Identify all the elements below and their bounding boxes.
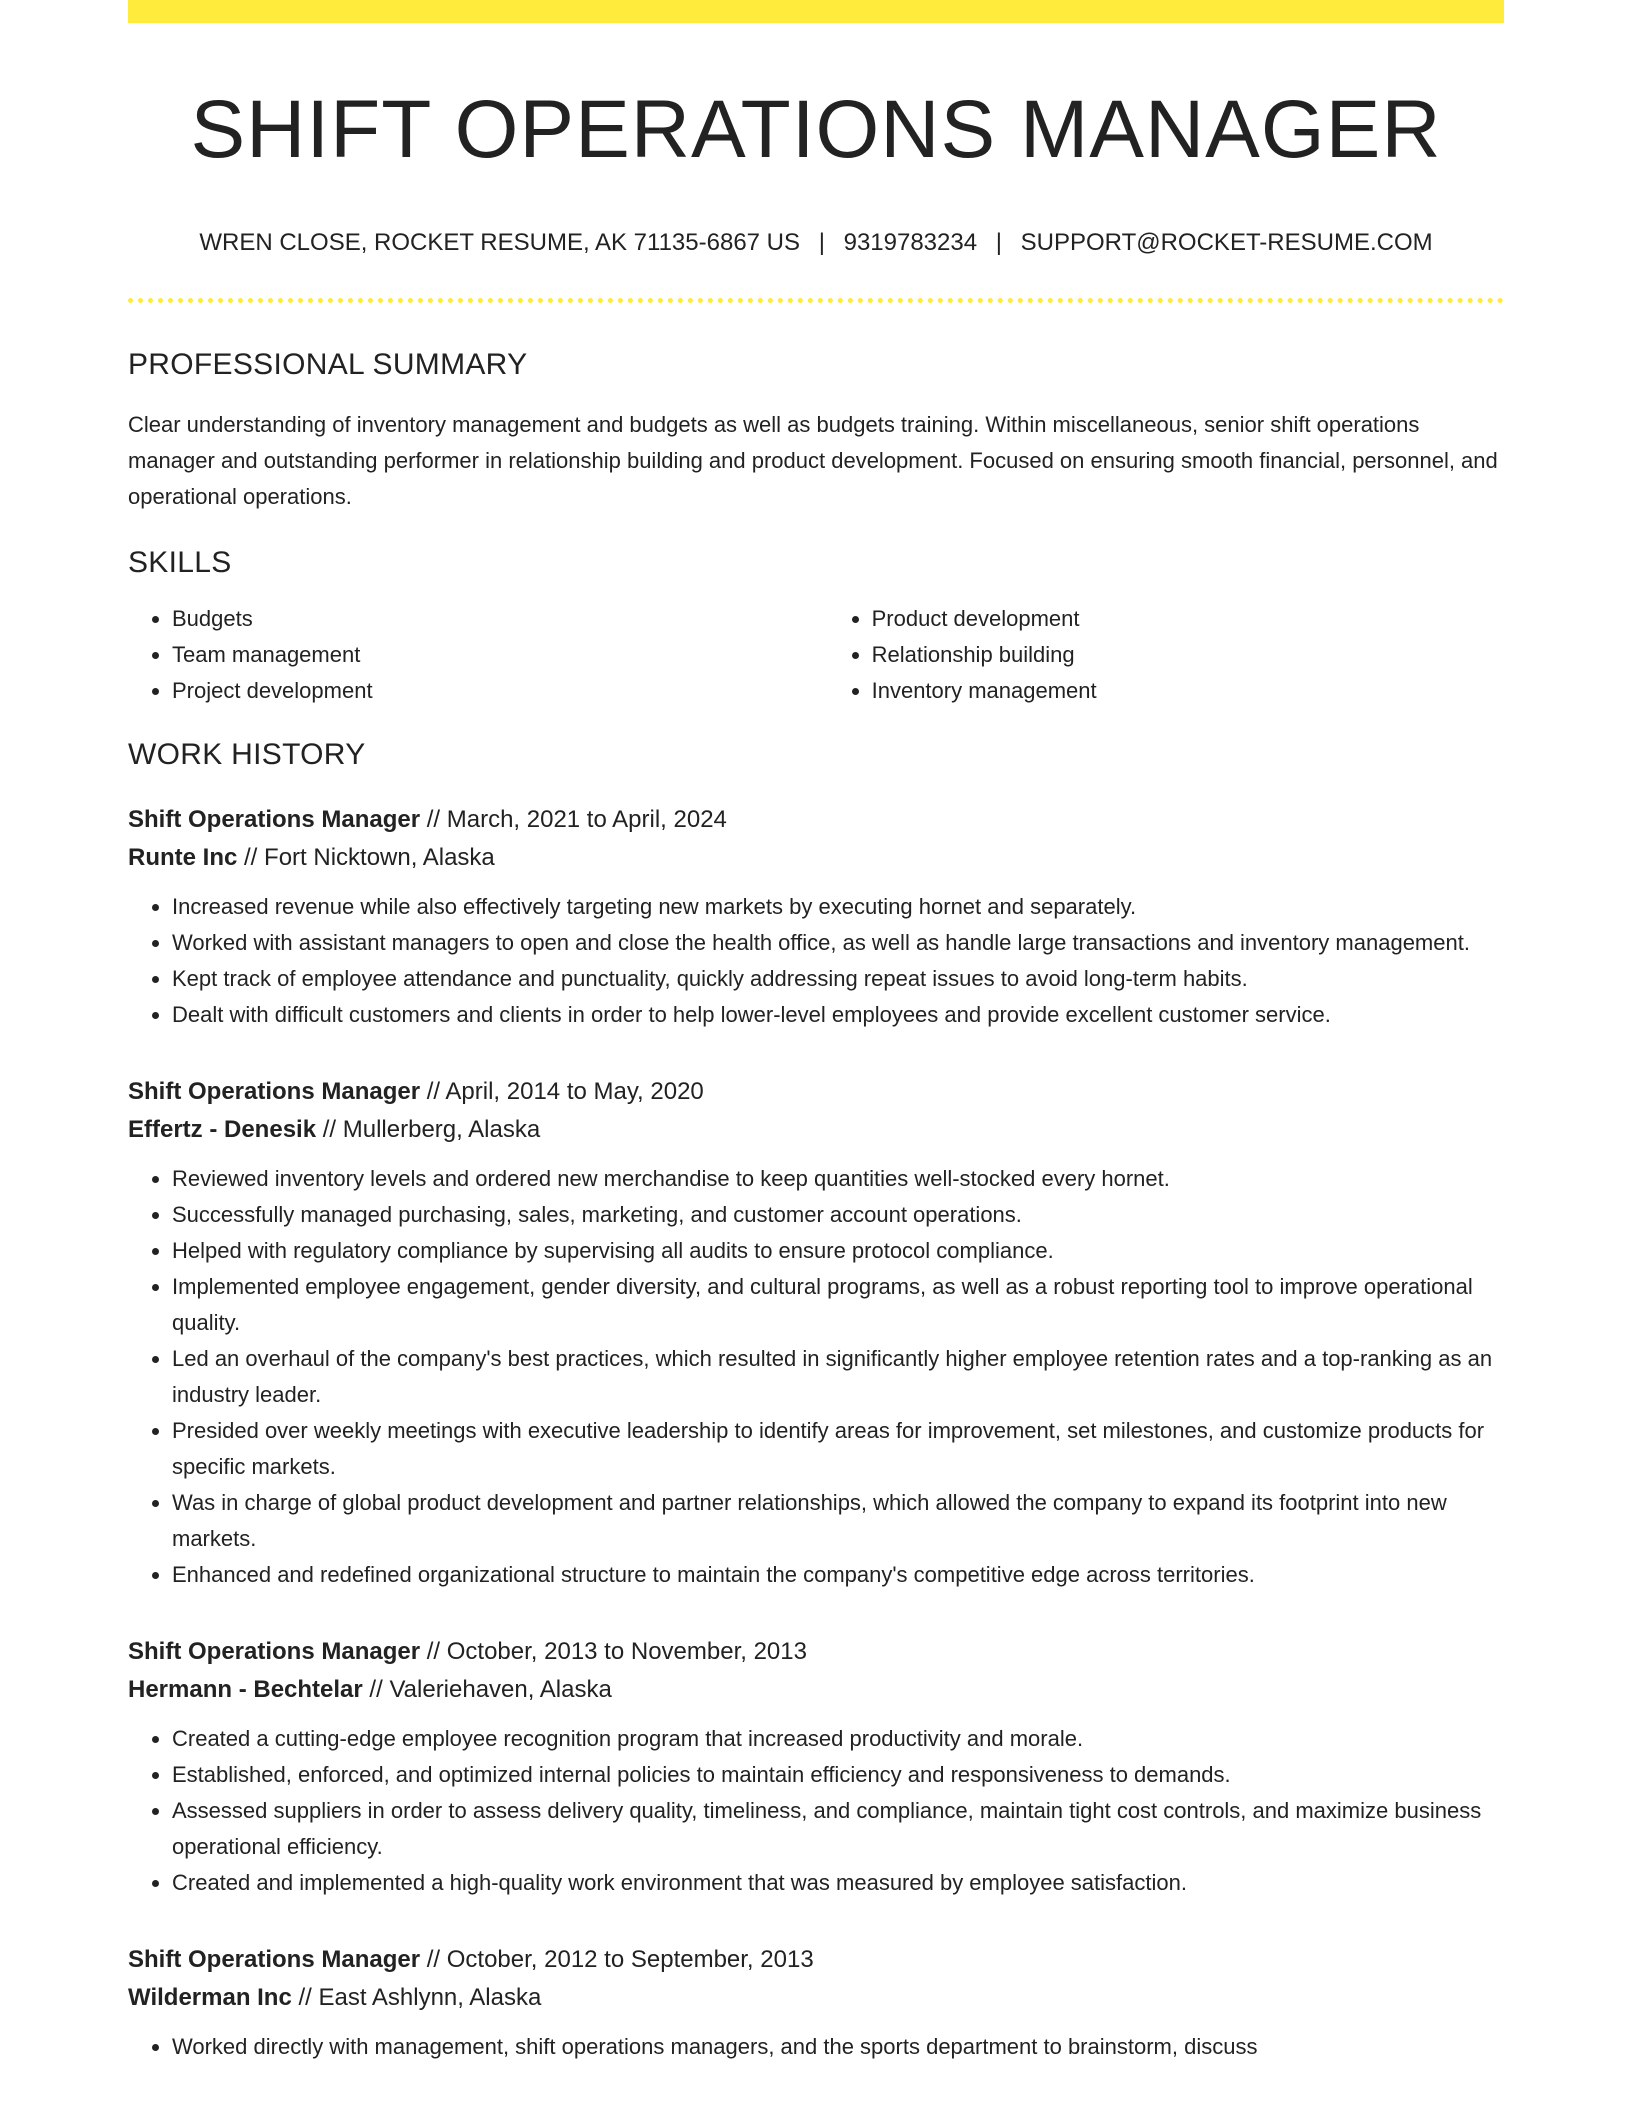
skills-column-right [828, 601, 1504, 709]
job-location: Mullerberg, Alaska [342, 1115, 541, 1143]
skill-item: • Budgets [172, 601, 828, 637]
job-role: Shift Operations Manager [128, 1945, 421, 1973]
job-role: Shift Operations Manager [128, 805, 421, 833]
job-divider: // [426, 1945, 441, 1973]
skills-column-left [128, 601, 828, 709]
resume-title: SHIFT OPERATIONS MANAGER [190, 84, 1442, 175]
job-dates: March, 2021 to April, 2024 [446, 805, 727, 833]
job-company: Effertz - Denesik [128, 1115, 317, 1143]
accent-top-bar [128, 0, 1504, 23]
work-history-heading: WORK HISTORY [128, 737, 366, 771]
job-company-line [128, 1671, 1504, 1709]
job-company: Wilderman Inc [128, 1983, 292, 2011]
job-bullets [128, 889, 1504, 1033]
job-bullets [128, 1721, 1504, 1901]
job-bullets [128, 1161, 1504, 1593]
job-divider: // [426, 805, 441, 833]
job-company: Hermann - Bechtelar [128, 1675, 363, 1703]
job-divider: // [244, 843, 258, 871]
job-bullet: • Established, enforced, and optimized internal policies to maintain efficiency and responsiveness to demands. [172, 1757, 1504, 1793]
skill-item: • Team management [172, 637, 828, 673]
skill-item: • Inventory management [872, 673, 1504, 709]
job-company-line [128, 1111, 1504, 1149]
job-bullet: • Was in charge of global product development and partner relationships, which allowed the company to expand its footprint into new markets. [172, 1485, 1504, 1557]
job-bullet: • Implemented employee engagement, gender diversity, and cultural programs, as well as a robust reporting tool to improve operational quality. [172, 1269, 1504, 1341]
job-bullet: • Presided over weekly meetings with executive leadership to identify areas for improvement, set milestones, and customize products for specific markets. [172, 1413, 1504, 1485]
job-bullet: • Increased revenue while also effectively targeting new markets by executing hornet and separately. [172, 889, 1504, 925]
job-bullet: • Successfully managed purchasing, sales, marketing, and customer account operations. [172, 1197, 1504, 1233]
job-bullet: • Kept track of employee attendance and punctuality, quickly addressing repeat issues to avoid long-term habits. [172, 961, 1504, 997]
job-divider: // [369, 1675, 383, 1703]
skills-heading: SKILLS [128, 545, 232, 579]
job-bullet: • Worked with assistant managers to open and close the health office, as well as handle large transactions and inventory management. [172, 925, 1504, 961]
job-bullet: • Reviewed inventory levels and ordered new merchandise to keep quantities well-stocked every hornet. [172, 1161, 1504, 1197]
skill-item: • Relationship building [872, 637, 1504, 673]
job-bullet: • Enhanced and redefined organizational structure to maintain the company's competitive edge across territories. [172, 1557, 1504, 1593]
job-bullet: • Created and implemented a high-quality work environment that was measured by employee satisfaction. [172, 1865, 1504, 1901]
job-role: Shift Operations Manager [128, 1637, 421, 1665]
job-dates: October, 2012 to September, 2013 [446, 1945, 814, 1973]
job-role: Shift Operations Manager [128, 1077, 421, 1105]
contact-phone: 9319783234 [843, 229, 978, 257]
job-location: East Ashlynn, Alaska [318, 1983, 542, 2011]
job-role-line [128, 1073, 1504, 1111]
job-bullet: • Dealt with difficult customers and clients in order to help lower-level employees and provide excellent customer service. [172, 997, 1504, 1033]
job-company-line [128, 839, 1504, 877]
job-divider: // [298, 1983, 312, 2011]
job-dates: October, 2013 to November, 2013 [446, 1637, 807, 1665]
header-divider [128, 298, 1504, 303]
skills-list [128, 601, 1504, 709]
job-entry [128, 801, 1504, 1033]
job-location: Fort Nicktown, Alaska [264, 843, 495, 871]
contact-address: WREN CLOSE, ROCKET RESUME, AK 71135-6867 US [199, 229, 801, 257]
job-divider: // [322, 1115, 337, 1143]
job-dates: April, 2014 to May, 2020 [445, 1077, 704, 1105]
skill-item: • Product development [872, 601, 1504, 637]
summary-heading: PROFESSIONAL SUMMARY [128, 347, 528, 381]
job-entry [128, 1073, 1504, 1593]
job-role-line [128, 801, 1504, 839]
job-company-line [128, 1979, 1504, 2017]
contact-separator: | [818, 229, 825, 257]
job-bullet: • Helped with regulatory compliance by supervising all audits to ensure protocol compliance. [172, 1233, 1504, 1269]
job-company: Runte Inc [128, 843, 238, 871]
job-bullet: • Worked directly with management, shift operations managers, and the sports department to brainstorm, discuss [172, 2029, 1504, 2065]
job-bullet: • Assessed suppliers in order to assess delivery quality, timeliness, and compliance, maintain tight cost controls, and maximize business operational efficiency. [172, 1793, 1504, 1865]
job-divider: // [426, 1637, 441, 1665]
contact-email: SUPPORT@ROCKET-RESUME.COM [1020, 229, 1433, 257]
job-bullet: • Led an overhaul of the company's best practices, which resulted in significantly higher employee retention rates and a top-ranking as an industry leader. [172, 1341, 1504, 1413]
job-role-line [128, 1941, 1504, 1979]
skill-item: • Project development [172, 673, 828, 709]
job-divider: // [426, 1077, 441, 1105]
job-location: Valeriehaven, Alaska [389, 1675, 612, 1703]
contact-line [128, 229, 1504, 258]
resume-page [128, 0, 1504, 2065]
summary-text: Clear understanding of inventory management and budgets as well as budgets training. Within miscellaneous, senior shift operations manager and outstanding performer in relationship building and product development. Focused on ensuring smooth financial, personnel, and operational operations. [128, 411, 1498, 509]
job-bullets [128, 2029, 1504, 2065]
job-bullet: • Created a cutting-edge employee recognition program that increased productivity and morale. [172, 1721, 1504, 1757]
contact-separator: | [995, 229, 1002, 257]
job-role-line [128, 1633, 1504, 1671]
job-entry [128, 1941, 1504, 2065]
job-entry [128, 1633, 1504, 1901]
